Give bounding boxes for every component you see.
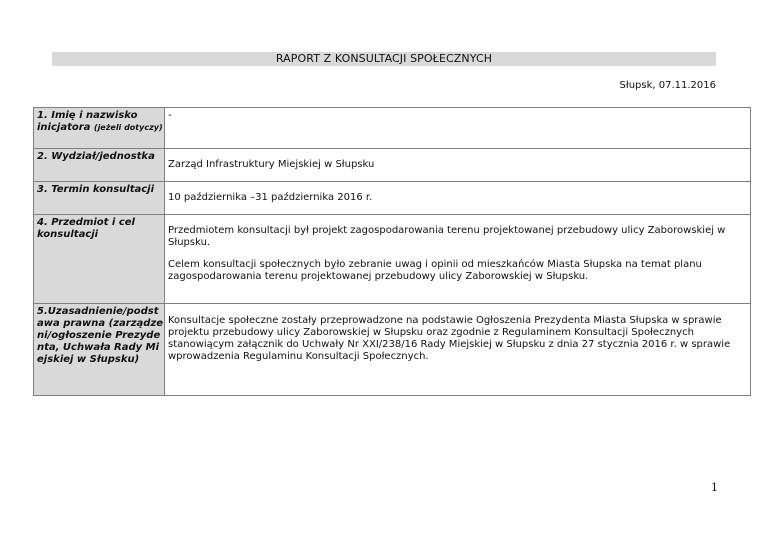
subject-paragraph-1 [168,217,744,283]
legal-basis-label: 5.Uzasadnienie/podstawa prawna (zarządzeni/ogłoszenie Prezydenta, Uchwała Rady Miejskiej w Słupsku) [34,304,165,396]
department-value-text: Zarząd Infrastruktury Miejskiej w Słupsku [168,159,375,170]
document-title: RAPORT Z KONSULTACJI SPOŁECZNYCH [52,52,716,66]
department-value [165,149,751,182]
table-row-term [34,182,751,215]
subject-text-2: Celem konsultacji społecznych było zebranie uwag i opinii od mieszkańców Miasta Słupska na temat planu zagospodarowania terenu projektowanej przebudowy ulicy Zaborowskiej w Słupsku. [168,259,702,282]
department-label: 2. Wydział/jednostka [34,149,165,182]
term-value [165,182,751,215]
subject-text-1: Przedmiotem konsultacji był projekt zagospodarowania terenu projektowanej przebudowy ulicy Zaborowskiej w Słupsku. [168,225,726,248]
term-label: 3. Termin konsultacji [34,182,165,215]
report-table [33,107,751,396]
table-row-subject [34,215,751,304]
place-date: Słupsk, 07.11.2016 [619,80,716,91]
table-row-legal-basis [34,304,751,396]
initiator-label [34,108,165,149]
subject-value [165,215,751,304]
legal-basis-text: Konsultacje społeczne zostały przeprowadzone na podstawie Ogłoszenia Prezydenta Miasta Słupska w sprawie projektu przebudowy ulicy Zaborowskiej w Słupsku oraz zgodnie z Regulaminem Konsultacji Społecznych stanowiącym załącznik do Uchwały Nr XXI/238/16 Rady Miejskiej w Słupsku z dnia 27 stycznia 2016 r. w sprawie wprowadzenia Regulaminu Konsultacji Społecznych. [168,315,731,362]
initiator-value: - [165,108,751,149]
initiator-label-main: 1. Imię i nazwisko inicjatora [37,110,138,133]
table-row-initiator [34,108,751,149]
table-row-department [34,149,751,182]
initiator-label-note: (jeżeli dotyczy) [93,123,163,132]
legal-basis-value [165,304,751,396]
subject-label: 4. Przedmiot i cel konsultacji [34,215,165,304]
page-number: 1 [711,481,718,494]
term-value-text: 10 października –31 października 2016 r. [168,192,373,203]
